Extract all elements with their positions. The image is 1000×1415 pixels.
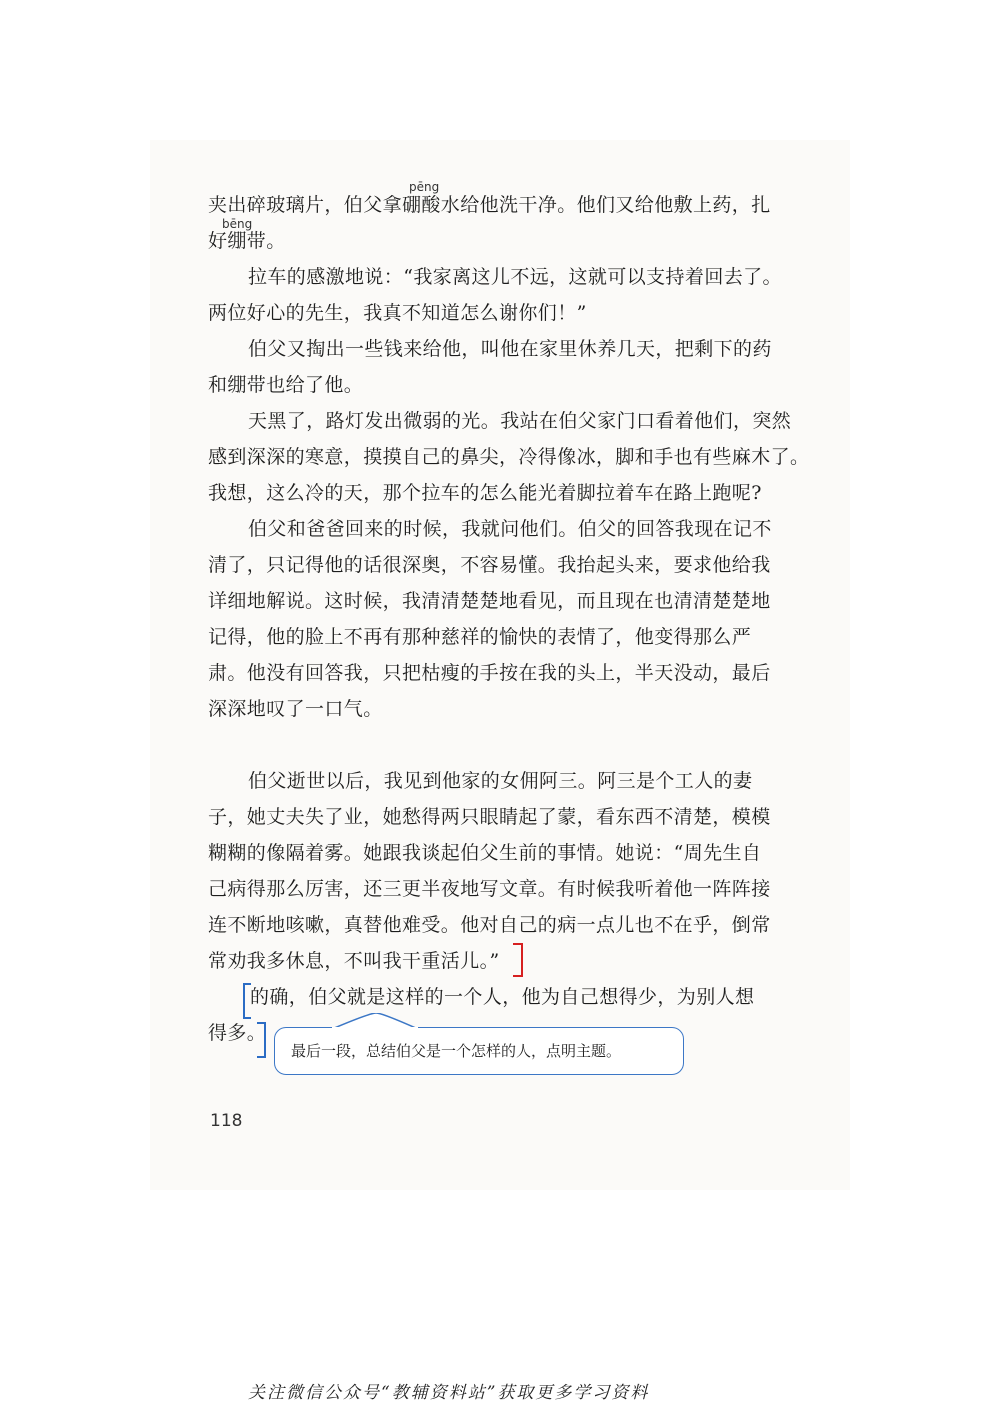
text-line: 记得，他的脸上不再有那种慈祥的愉快的表情了，他变得那么严	[208, 626, 752, 648]
page-number: 118	[210, 1111, 243, 1131]
text-line: 伯父又掏出一些钱来给他，叫他在家里休养几天，把剩下的药	[248, 338, 772, 360]
text-line: 我想，这么冷的天，那个拉车的怎么能光着脚拉着车在路上跑呢?	[208, 482, 762, 504]
pinyin-beng: bēng	[222, 217, 253, 231]
text-line: 深深地叹了一口气。	[208, 698, 383, 720]
text-line: 清了，只记得他的话很深奥，不容易懂。我抬起头来，要求他给我	[208, 554, 771, 576]
text-line: 天黑了，路灯发出微弱的光。我站在伯父家门口看着他们，突然	[248, 410, 792, 432]
text-line: 拉车的感激地说：“我家离这儿不远，这就可以支持着回去了。	[248, 266, 782, 288]
text-line: 连不断地咳嗽，真替他难受。他对自己的病一点儿也不在乎，倒常	[208, 914, 771, 936]
callout-pointer-gap	[332, 1027, 418, 1030]
text-line: 子，她丈夫失了业，她愁得两只眼睛起了蒙，看东西不清楚，模模	[208, 806, 771, 828]
annotation-callout	[274, 1027, 684, 1075]
text-line: 夹出碎玻璃片，伯父拿硼酸水给他洗干净。他们又给他敷上药，扎	[208, 194, 771, 216]
text-line: 和绷带也给了他。	[208, 374, 364, 396]
text-line: 己病得那么厉害，还三更半夜地写文章。有时候我听着他一阵阵接	[208, 878, 771, 900]
text-line: 得多。	[208, 1022, 267, 1044]
text-line: 肃。他没有回答我，只把枯瘦的手按在我的头上，半天没动，最后	[208, 662, 771, 684]
text-line: 伯父逝世以后，我见到他家的女佣阿三。阿三是个工人的妻	[248, 770, 753, 792]
blue-bracket-open-mark	[243, 983, 251, 1019]
footer-promo-text: 关注微信公众号“教辅资料站”获取更多学习资料	[248, 1383, 650, 1403]
text-line: 感到深深的寒意，摸摸自己的鼻尖，冷得像冰，脚和手也有些麻木了。	[208, 446, 810, 468]
blue-bracket-close-mark	[257, 1022, 266, 1058]
annotation-callout-text: 最后一段，总结伯父是一个怎样的人，点明主题。	[291, 1042, 622, 1060]
pinyin-peng: pēng	[409, 180, 440, 194]
red-bracket-mark	[513, 943, 523, 977]
text-line: 伯父和爸爸回来的时候，我就问他们。伯父的回答我现在记不	[248, 518, 772, 540]
text-line: 常劝我多休息，不叫我干重活儿。”	[208, 950, 500, 972]
text-line: 详细地解说。这时候，我清清楚楚地看见，而且现在也清清楚楚地	[208, 590, 771, 612]
text-line: 好绷带。	[208, 230, 286, 252]
text-line: 糊糊的像隔着雾。她跟我谈起伯父生前的事情。她说：“周先生自	[208, 842, 762, 864]
text-line: 的确，伯父就是这样的一个人，他为自己想得少，为别人想	[250, 986, 755, 1008]
text-line: 两位好心的先生，我真不知道怎么谢你们！”	[208, 302, 587, 324]
